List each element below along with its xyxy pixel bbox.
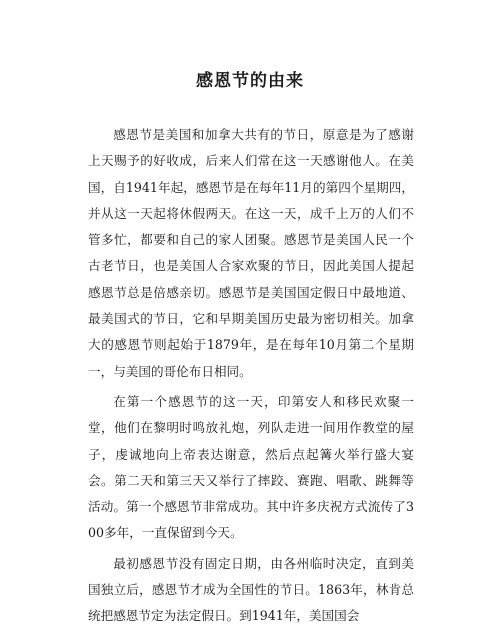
paragraph-3: 最初感恩节没有固定日期，由各州临时决定，直到美国独立后，感恩节才成为全国性的节日。1863年，林肯总统把感恩节定为法定假日。到1941年，美国国会 (88, 555, 414, 624)
paragraph-2: 在第一个感恩节的这一天，印第安人和移民欢聚一堂，他们在黎明时鸣放礼炮，列队走进一间用作教堂的屋子，虔诚地向上帝表达谢意，然后点起篝火举行盛大宴会。第二天和第三天又举行了摔跤、赛跑、唱歌、跳舞等活动。第一个感恩节非常成功。其中许多庆祝方式流传了300多年，一直保留到今天。 (88, 393, 414, 541)
paragraph-1: 感恩节是美国和加拿大共有的节日，原意是为了感谢上天赐予的好收成，后来人们常在这一天感谢他人。在美国，自1941年起，感恩节是在每年11月的第四个星期四，并从这一天起将休假两天。在这一天，成千上万的人们不管多忙，都要和自己的家人团聚。感恩节是美国人民一个古老节日，也是美国人合家欢聚的节日，因此美国人提起感恩节总是倍感亲切。感恩节是美国国定假日中最地道、最美国式的节日，它和早期美国历史最为密切相关。加拿大的感恩节则起始于1879年，是在每年10月第二个星期一，与美国的哥伦布日相同。 (88, 127, 414, 379)
document-body (88, 122, 414, 634)
document-title: 感恩节的由来 (196, 71, 304, 91)
